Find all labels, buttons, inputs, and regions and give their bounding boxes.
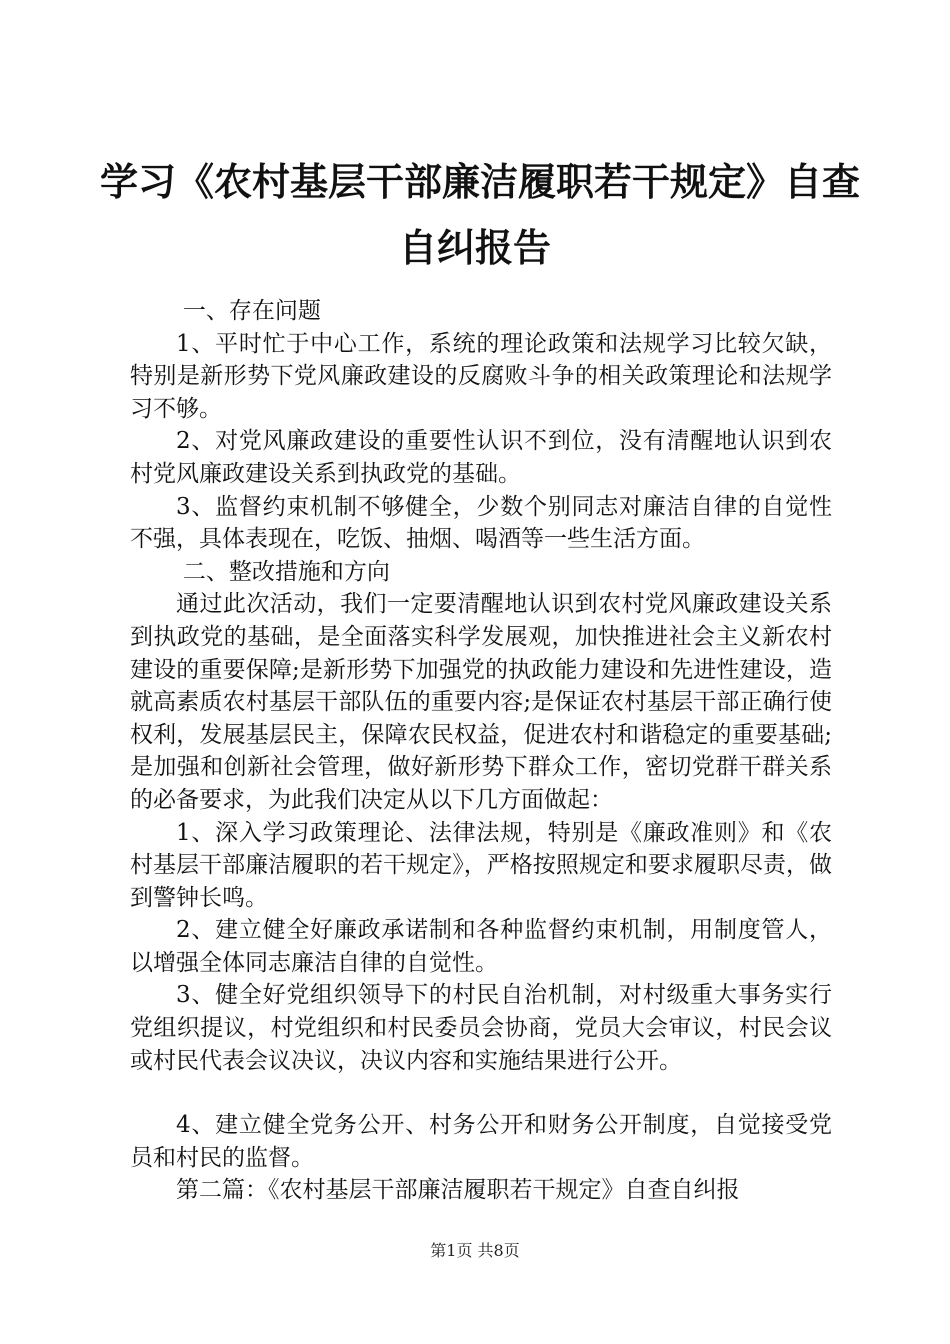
section-heading-problems: 一、存在问题 — [182, 298, 321, 324]
paragraph: 1、平时忙于中心工作，系统的理论政策和法规学习比较欠缺，特别是新形势下党风廉政建设的反腐败斗争的相关政策理论和法规学习不够。 — [130, 330, 832, 422]
paragraph: 通过此次活动，我们一定要清醒地认识到农村党风廉政建设关系到执政党的基础，是全面落实科学发展观，加快推进社会主义新农村建设的重要保障;是新形势下加强党的执政能力建设和先进性建设，造就高素质农村基层干部队伍的重要内容;是保证农村基层干部正确行使权利，发展基层民主，保障农民权益，促进农村和谐稳定的重要基础;是加强和创新社会管理，做好新形势下群众工作，密切党群干群关系的必备要求，为此我们决定从以下几方面做起： — [130, 591, 832, 813]
section-heading-measures: 二、整改措施和方向 — [182, 558, 390, 585]
paragraph: 3、监督约束机制不够健全，少数个别同志对廉洁自律的自觉性不强，具体表现在，吃饭、抽烟、喝酒等一些生活方面。 — [130, 493, 832, 553]
paragraph: 3、健全好党组织领导下的村民自治机制，对村级重大事务实行党组织提议，村党组织和村民委员会协商，党员大会审议，村民会议或村民代表会议决议，决议内容和实施结果进行公开。 — [130, 982, 832, 1074]
paragraph: 4、建立健全党务公开、村务公开和财务公开制度，自觉接受党员和村民的监督。 — [130, 1112, 832, 1171]
document-title-line-1: 学习《农村基层干部廉洁履职若干规定》自查 — [100, 160, 861, 204]
document-body — [130, 295, 832, 1207]
paragraph: 1、深入学习政策理论、法律法规，特别是《廉政准则》和《农村基层干部廉洁履职的若干规定》，严格按照规定和要求履职尽责，做到警钟长鸣。 — [130, 819, 832, 911]
document-title-line-2: 自纠报告 — [398, 226, 551, 270]
paragraph: 2、建立健全好廉政承诺制和各种监督约束机制，用制度管人，以增强全体同志廉洁自律的自觉性。 — [130, 917, 832, 976]
page-number-footer: 第1页 共8页 — [430, 1241, 520, 1260]
paragraph-next-article: 第二篇：《农村基层干部廉洁履职若干规定》自查自纠报 — [176, 1177, 740, 1204]
paragraph: 2、对党风廉政建设的重要性认识不到位，没有清醒地认识到农村党风廉政建设关系到执政党的基础。 — [130, 428, 832, 487]
